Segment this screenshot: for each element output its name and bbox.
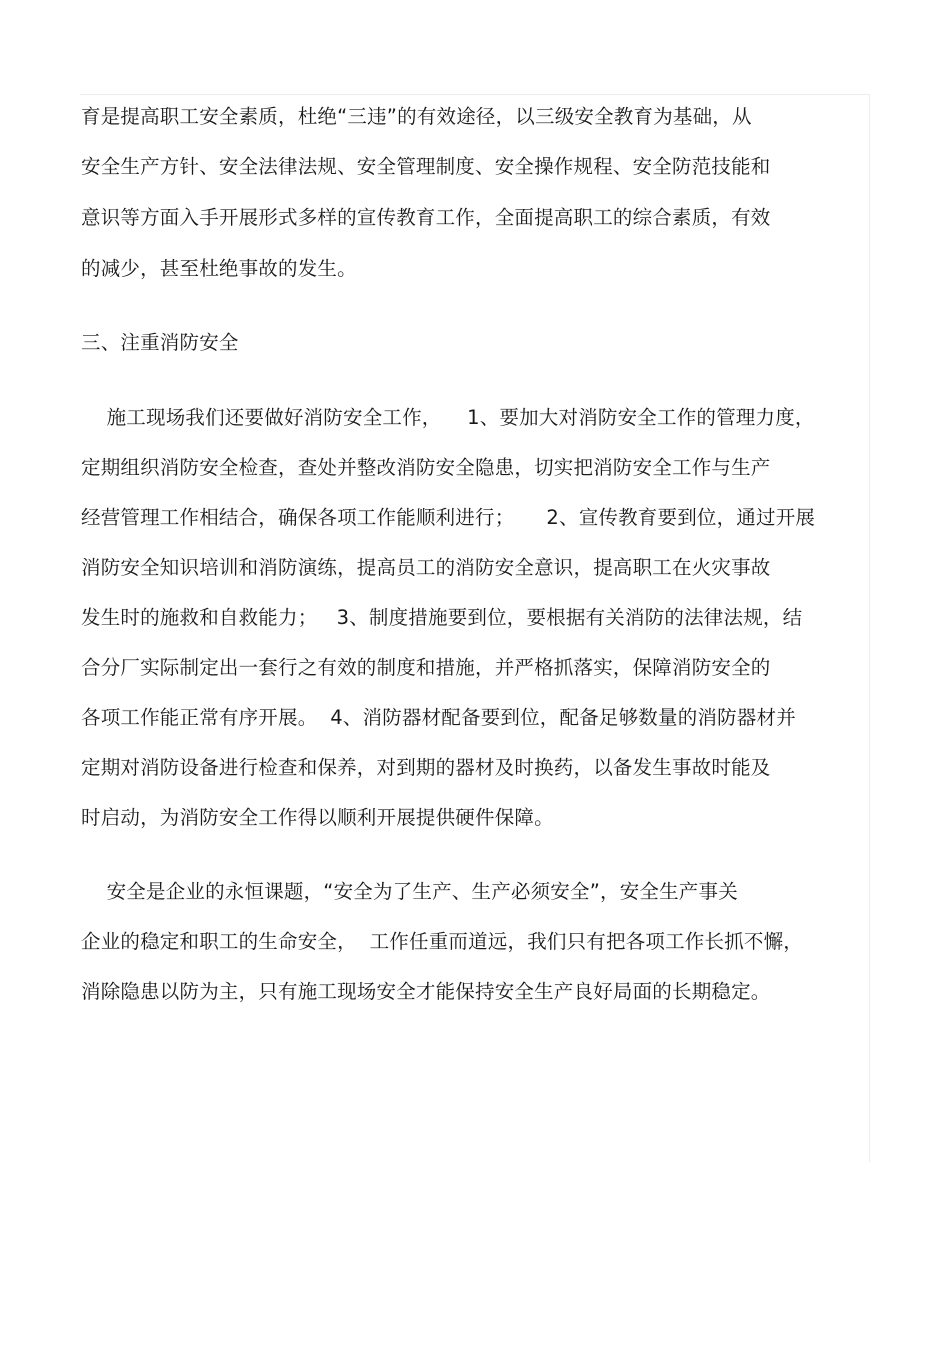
text-line: 企业的稳定和职工的生命安全， 工作任重而道远，我们只有把各项工作长抓不懈， xyxy=(81,930,803,953)
text-line: 定期组织消防安全检查，查处并整改消防安全隐患，切实把消防安全工作与生产 xyxy=(81,456,771,479)
text-line: 意识等方面入手开展形式多样的宣传教育工作，全面提高职工的综合素质，有效 xyxy=(81,206,771,229)
section-heading: 三、注重消防安全 xyxy=(81,331,239,354)
text-line: 安全是企业的永恒课题，“安全为了生产、生产必须安全”，安全生产事关 xyxy=(81,880,738,903)
text-line: 时启动，为消防安全工作得以顺利开展提供硬件保障。 xyxy=(81,806,554,829)
text-line: 定期对消防设备进行检查和保养，对到期的器材及时换药，以备发生事故时能及 xyxy=(81,756,771,779)
text-line: 的减少，甚至杜绝事故的发生。 xyxy=(81,257,357,280)
text-line: 消防安全知识培训和消防演练，提高员工的消防安全意识，提高职工在火灾事故 xyxy=(81,556,771,579)
text-line: 各项工作能正常有序开展。 4、消防器材配备要到位，配备足够数量的消防器材并 xyxy=(81,706,796,729)
text-line: 施工现场我们还要做好消防安全工作， 1、要加大对消防安全工作的管理力度， xyxy=(81,406,815,429)
page-border-right xyxy=(869,94,870,1162)
text-line: 合分厂实际制定出一套行之有效的制度和措施，并严格抓落实，保障消防安全的 xyxy=(81,656,771,679)
text-line: 消除隐患以防为主，只有施工现场安全才能保持安全生产良好局面的长期稳定。 xyxy=(81,980,771,1003)
page-border-top xyxy=(80,94,870,95)
text-line: 经营管理工作相结合，确保各项工作能顺利进行； 2、宣传教育要到位，通过开展 xyxy=(81,506,816,529)
text-line: 育是提高职工安全素质，杜绝“三违”的有效途径，以三级安全教育为基础，从 xyxy=(81,105,752,128)
text-line: 发生时的施救和自救能力； 3、制度措施要到位，要根据有关消防的法律法规，结 xyxy=(81,606,803,629)
text-line: 安全生产方针、安全法律法规、安全管理制度、安全操作规程、安全防范技能和 xyxy=(81,155,771,178)
